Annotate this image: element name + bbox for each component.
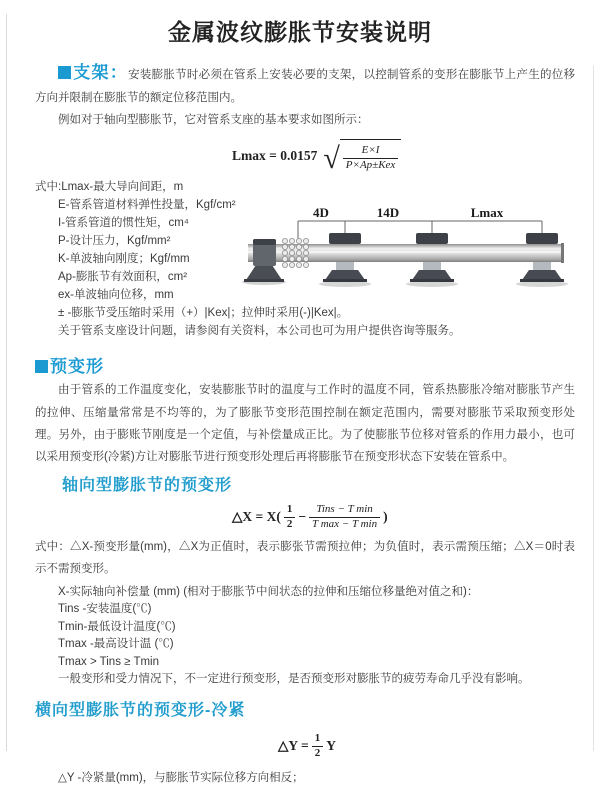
document-page bbox=[0, 14, 600, 785]
radical-sign: √ bbox=[323, 142, 340, 176]
section-square-icon bbox=[35, 360, 48, 373]
predeform-paragraph: 由于管系的工作温度变化，安装膨胀节时的温度与工作时的温度不同，管系热膨胀冷缩对膨胀节产生的拉伸、压缩量常常是不均等的，为了膨胀节变形范围控制在额定范围内，需要对膨胀节采取预变形处理。另外，由于膨账节刚度是一个定值，与补偿量成正比。为了使膨胀节位移对管系的作用力最小，也可以采用预变形(冷紧)方让对膨胀节进行预变形处理后再将膨胀节在预变形状态下安装在管系中。 bbox=[35, 384, 575, 463]
axial-formula-pre: △X = X( bbox=[232, 509, 281, 525]
half-fraction bbox=[312, 732, 324, 761]
definition-line: Tins -安装温度(℃) bbox=[58, 603, 152, 616]
half-numerator: 1 bbox=[284, 503, 296, 518]
section-square-icon bbox=[58, 66, 71, 79]
support-body-text: 安装膨胀节时必须在管系上安装必要的支架，以控制管系的变形在膨胀节上产生的位移方向并限制在膨胀节的额定位移范围内。 bbox=[35, 69, 576, 105]
page-edge-right bbox=[593, 66, 594, 751]
lmax-formula-lhs: Lmax = 0.0157 bbox=[232, 147, 318, 163]
dim-label-4d: 4D bbox=[313, 205, 329, 220]
definition-line: Ap-膨胀节有效面积，cm² bbox=[58, 271, 188, 284]
lateral-formula bbox=[278, 732, 575, 761]
lmax-formula bbox=[232, 139, 575, 176]
definition-line: I-管系管道的惯性矩，cm⁴ bbox=[58, 217, 189, 230]
temperature-numerator: Tins − T min bbox=[309, 503, 380, 518]
half-denominator: 2 bbox=[286, 517, 293, 530]
lateral-subheading: 横向型膨胀节的预变形-冷紧 bbox=[35, 701, 246, 719]
lateral-formula-pre: △Y = bbox=[278, 738, 309, 754]
support-heading-label: 支架： bbox=[73, 63, 129, 82]
minus-sign: − bbox=[298, 509, 307, 525]
half-denominator: 2 bbox=[314, 746, 321, 759]
definition-line: Tmax -最高设计温 (℃) bbox=[58, 638, 174, 651]
temperature-denominator: T max − T min bbox=[312, 517, 378, 530]
pipe-support-diagram bbox=[248, 206, 598, 301]
axial-definition-list bbox=[35, 584, 575, 689]
axial-subheading: 轴向型膨胀节的预变形 bbox=[62, 476, 233, 494]
support-paragraph bbox=[35, 57, 575, 110]
definition-line: P-设计压力，Kgf/mm² bbox=[58, 235, 171, 248]
axial-formula bbox=[232, 503, 575, 532]
dim-label-lmax: Lmax bbox=[470, 205, 504, 220]
content-area bbox=[0, 57, 600, 790]
pipe-end-cap bbox=[561, 243, 564, 263]
definition-line: K-单波轴向刚度；Kgf/mm bbox=[58, 253, 190, 266]
definition-line: ex-单波轴向位移，mm bbox=[58, 289, 174, 302]
definition-line: ± -膨胀节受压缩时采用（+）|Kex|；拉伸时采用(-)|Kex|。 bbox=[58, 307, 349, 320]
lateral-formula-post: Y bbox=[326, 738, 336, 754]
half-fraction bbox=[284, 503, 296, 532]
page-edge-left bbox=[6, 14, 7, 751]
definition-line: X-实际轴向补偿量 (mm) (相对于膨胀节中间状态的拉伸和压缩位移量绝对值之和)： bbox=[58, 585, 479, 598]
pipe-highlight bbox=[248, 251, 564, 253]
definition-line: 式中:Lmax-最大导向间距，m bbox=[35, 181, 184, 194]
definition-line: Tmin-最低设计温度(℃) bbox=[58, 620, 176, 633]
lmax-fraction-denominator: P×Ap±Kex bbox=[345, 158, 396, 171]
predeform-heading-label: 预变形 bbox=[50, 357, 104, 377]
definition-line: 关于管系支座设计问题，请参阅有关资料，本公司也可为用户提供咨询等服务。 bbox=[58, 325, 461, 338]
page-title: 金属波纹膨胀节安装说明 bbox=[168, 19, 432, 45]
predeform-section-heading bbox=[35, 352, 575, 377]
definition-line: Tmax > Tins ≥ Tmin bbox=[58, 655, 159, 668]
lateral-note-line: △Y -冷紧量(mm)，与膨胀节实际位移方向相反； bbox=[58, 772, 304, 785]
sqrt-expression bbox=[323, 139, 401, 176]
definition-line: E-管系管道材料弹性投量，Kgf/cm² bbox=[58, 199, 236, 212]
half-numerator: 1 bbox=[312, 732, 324, 747]
sqrt-underbar bbox=[340, 139, 402, 173]
support-example-line: 例如对于轴向型膨胀节，它对管系支座的基本要求如图所示： bbox=[58, 113, 369, 126]
support-section-heading bbox=[58, 63, 128, 82]
dim-label-14d: 14D bbox=[376, 205, 400, 220]
definition-line: 一般变形和受力情况下，不一定进行预变形，是否预变形对膨胀节的疲劳寿命几乎没有影响。 bbox=[58, 673, 530, 686]
lmax-fraction bbox=[343, 144, 399, 173]
axial-shizhong-paragraph: 式中：△X-预变形量(mm)，△X为正值时，表示膨张节需预拉伸；为负值时，表示需预压缩；△X＝0时表示不需预变形。 bbox=[35, 541, 575, 575]
temperature-fraction bbox=[309, 503, 380, 532]
diagram-svg bbox=[248, 206, 598, 301]
axial-formula-close: ) bbox=[383, 509, 388, 525]
lmax-fraction-numerator: E×I bbox=[343, 144, 399, 159]
